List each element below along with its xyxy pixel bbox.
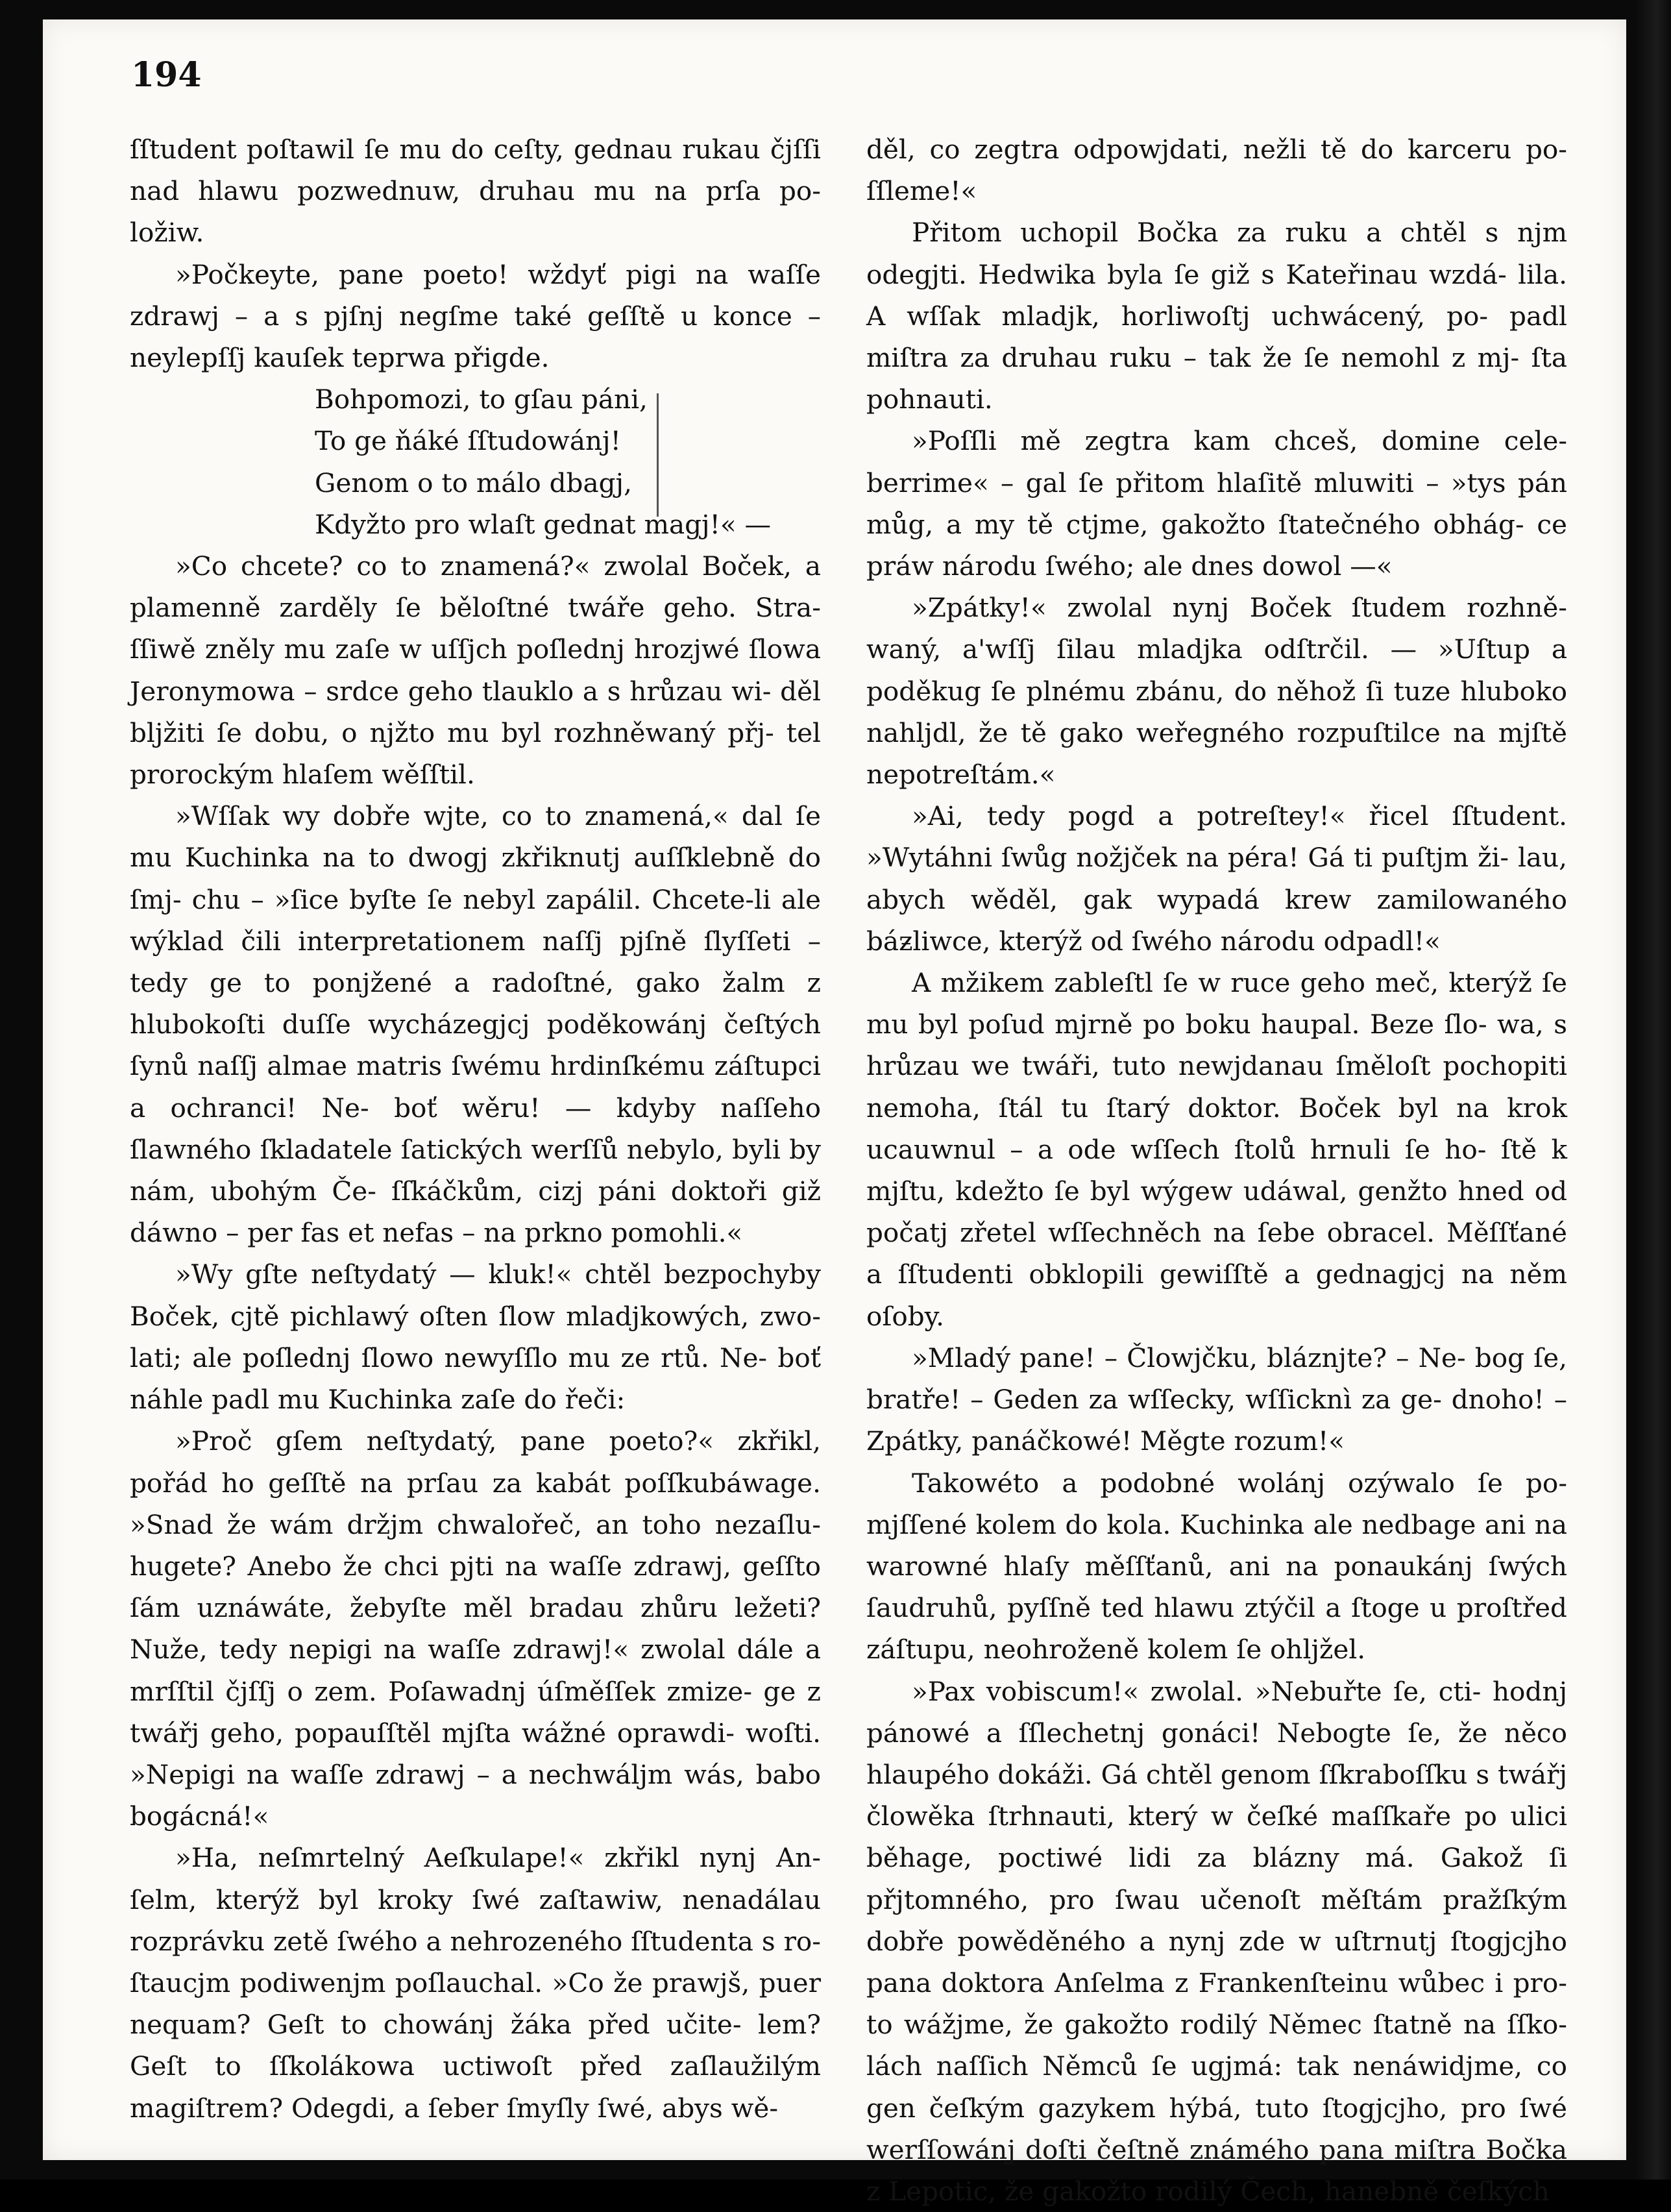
- poem-line: To ge ňáké ſſtudowánj!: [315, 425, 621, 457]
- paragraph: »Zpátky!« zwolal nynj Boček ſtudem rozhně- waný, a'wſſj ſilau mladjka odſtrčil. — »Uſtup a poděkug ſe plnému zbánu, do něhož ſi tuze hluboko nahljdl, že tě gako weřegného rozpuſtilce na mjſtě nepotreſtám.«: [866, 592, 1567, 791]
- paragraph: »Proč gſem neſtydatý, pane poeto?« zkřikl, pořád ho geſſtě na prſau za kabát poſſkubáwage. »Snad že wám držjm chwalořeč, an toho nezaſlu- hugete? Anebo že chci pjti na waſſe zdrawj, geſſto ſám uznáwáte, žebyſte měl bradau zhůru ležeti? Nuže, tedy nepigi na waſſe zdrawj!« zwolal dále a mrſſtil čjſſj o zem. Poſawadnj úſměſſek zmize- ge z twářj geho, popauſſtěl mjſta wážné oprawdi- woſti. »Nepigi na waſſe zdrawj – a nechwáljm wás, babo bogácná!«: [130, 1425, 821, 1832]
- paragraph: »Poſſli mě zegtra kam chceš, domine cele- berrime« – gal ſe přitom hlaſitě mluwiti – »tys pán můg, a my tě ctjme, gakožto ſtatečného obhág- ce práw národu ſwého; ale dnes dowol —«: [866, 425, 1567, 582]
- right-text-column: [866, 129, 1567, 2212]
- paragraph: A mžikem zableſtl ſe w ruce geho meč, kterýž ſe mu byl poſud mjrně po boku haupal. Beze ſlo- wa, s hrůzau we twáři, tuto newjdanau ſměloſt pochopiti nemoha, ſtál tu ſtarý doktor. Boček byl na krok ucauwnul – a ode wſſech ſtolů hrnuli ſe ho- ſtě k mjſtu, kdežto ſe byl wýgew udáwal, genžto hned od počatj zřetel wſſechněch na ſebe obracel. Měſſťané a ſſtudenti obklopili gewiſſtě a gednagjcj na něm oſoby.: [866, 967, 1567, 1332]
- poem-line: Bohpomozi, to gſau páni,: [315, 384, 648, 415]
- paragraph: »Ai, tedy pogd a potreſtey!« řicel ſſtudent. »Wytáhni ſwůg nožjček na péra! Gá ti puſtjm ži- lau, abych wěděl, gak wypadá krew zamilowaného báƶliwce, kterýž od ſwého národu odpadl!«: [866, 800, 1567, 957]
- paragraph: »Co chcete? co to znamená?« zwolal Boček, a plamenně zarděly ſe běloſtné twáře geho. Stra- ſſiwě zněly mu zaſe w uſſjch poſlednj hrozjwé ſlowa Jeronymowa – srdce geho tlauklo a s hrůzau wi- děl bljžiti ſe dobu, o njžto mu byl rozhněwaný přj- tel prorockým hlaſem wěſſtil.: [130, 550, 821, 791]
- poem-line: Genom o to málo dbagj,: [315, 467, 632, 498]
- paragraph: »Počkeyte, pane poeto! wždyť pigi na waſſe zdrawj – a s pjſnj negſme také geſſtě u konce – neylepſſj kauſek teprwa přigde.: [130, 258, 821, 374]
- left-text-column: [130, 129, 821, 2129]
- paragraph: »Pax vobiscum!« zwolal. »Nebuřte ſe, cti- hodnj pánowé a ſſlechetnj gonáci! Nebogte ſe, že něco hlaupého dokáži. Gá chtěl genom ſſkraboſſku s twářj člowěka ſtrhnauti, který w čeſké maſſkaře po ulici běhage, poctiwé lidi za blázny má. Gakož ſi přjtomného, pro ſwau učenoſt měſtám pražſkým dobře powěděného a nynj zde w uſtrnutj ſtogjcjho pana doktora Anſelma z Frankenſteinu wůbec i pro- to wážjme, že gakožto rodilý Němec ſtatně na ſſko- lách naſſich Němců ſe ugjmá: tak nenáwidjme, co gen čeſkým gazykem hýbá, tuto ſtogjcjho, pro ſwé werſſowánj doſti čeſtně známého pana miſtra Bočka z Lepotic, že gakožto rodilý Čech, hanebně čeſkých: [866, 1675, 1567, 2207]
- poem-line: Kdyžto pro wlaſt gednat magj!« —: [315, 508, 772, 540]
- paragraph: »Mladý pane! – Člowjčku, bláznjte? – Ne- bog ſe, bratře! – Geden za wſſecky, wſſicknì za ge- dnoho! – Zpátky, panáčkowé! Měgte rozum!«: [866, 1342, 1567, 1457]
- paragraph: Přitom uchopil Bočka za ruku a chtěl s njm odegjti. Hedwika byla ſe giž s Kateřinau wzdá- lila. A wſſak mladjk, horliwoſtj uchwácený, po- padl miſtra za druhau ruku – tak že ſe nemohl z mj- ſta pohnauti.: [866, 217, 1567, 415]
- scan-right-edge: [1635, 0, 1671, 2180]
- paragraph: »Ha, neſmrtelný Aeſkulape!« zkřikl nynj An- ſelm, kterýž byl kroky ſwé zaſtawiw, nenadálau rozprávku zetě ſwého a nehrozeného ſſtudenta s ro- ſtaucjm podiwenjm poſlauchal. »Co že prawjš, puer nequam? Geſt to chowánj žáka před učite- lem? Geſt to ſſkolákowa uctiwoſt před zaſlaužilým magiſtrem? Odegdi, a ſeber ſmyſly ſwé, abys wě-: [130, 1842, 821, 2124]
- paragraph: »Wſſak wy dobře wjte, co to znamená,« dal ſe mu Kuchinka na to dwogj zkřiknutj auſſklebně do ſmj- chu – »ſice byſte ſe nebyl zapálil. Chcete-li ale wýklad čili interpretationem naſſj pjſně ſlyſſeti – tedy ge to ponjžené a radoſtné, gako žalm z hlubokoſti duſſe wycházegjcj poděkowánj čeſtých ſynů naſſj almae matris ſwému hrdinſkému záſtupci a ochranci! Ne- boť wěru! — kdyby naſſeho ſlawného ſkladatele ſatických werſſů nebylo, byli by nám, ubohým Če- ſſkáčkům, cizj páni doktoři giž dáwno – per fas et nefas – na prkno pomohli.«: [130, 800, 821, 1249]
- paragraph: děl, co zegtra odpowjdati, nežli tě do karceru po- ſſleme!«: [866, 134, 1567, 207]
- paragraph: »Wy gſte neſtydatý — kluk!« chtěl bezpochyby Boček, cjtě pichlawý oſten ſlow mladjkowých, zwo- lati; ale poſlednj ſlowo newyſſlo mu ze rtů. Ne- boť náhle padl mu Kuchinka zaſe do řeči:: [130, 1259, 821, 1416]
- page-number: 194: [131, 55, 202, 95]
- paragraph: Takowéto a podobné wolánj ozýwalo ſe po- mjſſené kolem do kola. Kuchinka ale nedbage ani na warowné hlaſy měſſťanů, ani na ponaukánj ſwých ſaudruhů, pyſſně ted hlawu ztýčil a ſtoge u proſtřed záſtupu, neohroženě kolem ſe ohljžel.: [866, 1467, 1567, 1665]
- paragraph: ſſtudent poſtawil ſe mu do ceſty, gednau rukau čjſſi nad hlawu pozwednuw, druhau mu na prſa po- ložiw.: [130, 134, 821, 249]
